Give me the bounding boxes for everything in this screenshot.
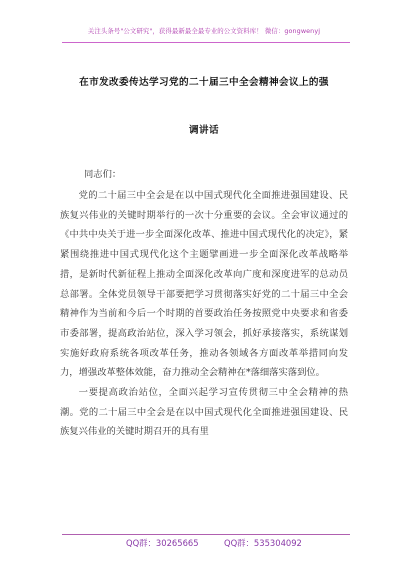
header-banner: 关注头条号"公文研究"，获得最新最全最专业的公文资料库！ 微信：gongwenyj	[87, 27, 321, 35]
header-divider	[62, 42, 350, 43]
salutation: 同志们：	[84, 169, 122, 180]
document-title-line-1: 在市发改委传达学习党的二十届三中全会精神会议上的强	[79, 77, 329, 88]
document-title-line-2: 调讲话	[189, 125, 219, 136]
body-text	[60, 186, 348, 442]
paragraph: 一要提高政治站位，全面兴起学习宣传贯彻三中全会精神的热潮。党的二十届三中全会是在以中国式现代化全面推进强国建设、民族复兴伟业的关键时期召开的具有里	[60, 387, 348, 438]
footer-qq-group-1: QQ群：30265665	[126, 538, 199, 548]
footer-divider	[62, 534, 350, 535]
paragraph: 党的二十届三中全会是在以中国式现代化全面推进强国建设、民族复兴伟业的关键时期举行的一次十分重要的会议。全会审议通过的《中共中央关于进一步全面深化改革、推进中国式现代化的决定》，紧紧围绕推进中国式现代化这个主题擘画进一步全面深化改革战略举措，是新时代新征程上推动全面深化改革向广度和深度进军的总动员总部署。全体党员领导干部要把学习贯彻落实好党的二十届三中全会精神作为当前和今后一个时期的首要政治任务按照党中央要求和省委市委部署，提高政治站位，深入学习领会，抓好承接落实，系统谋划实施好政府系统各项改革任务，推动各领域各方面改革举措同向发力，增强改革整体效能，奋力推动全会精神在*落细落实落到位。	[60, 190, 348, 379]
footer-qq-group-2: QQ群：535304092	[224, 538, 302, 548]
